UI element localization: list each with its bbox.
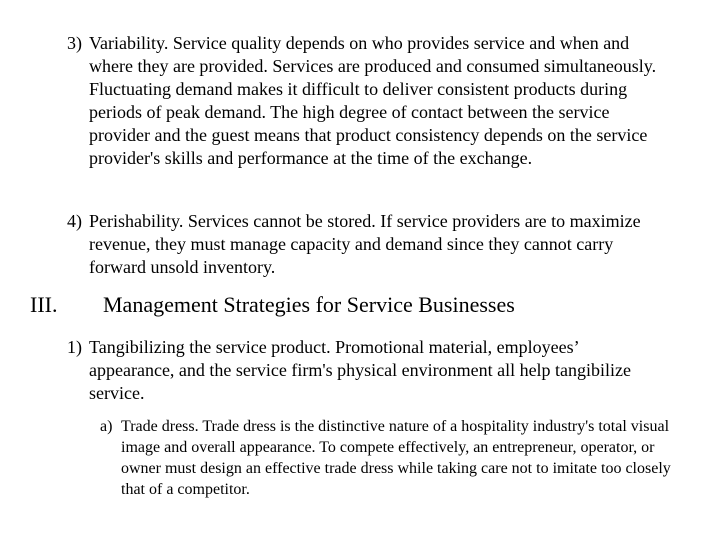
- list-number: 1): [67, 337, 82, 357]
- sublist-item-trade-dress: [100, 416, 680, 500]
- section-numeral: III.: [30, 292, 58, 317]
- list-number: 3): [67, 33, 82, 53]
- list-item-text: Perishability. Services cannot be stored. If service providers are to maximize revenue, they must manage capacity and demand since they cannot carry forward unsold inventory.: [89, 211, 641, 277]
- list-item-perishability: [67, 210, 667, 279]
- sublist-letter: a): [100, 418, 113, 435]
- list-number: 4): [67, 211, 82, 231]
- sublist-item-text: Trade dress. Trade dress is the distinctive nature of a hospitality industry's total visual image and overall appearance. To compete effectively, an entrepreneur, operator, or owner must design an effective trade dress while taking care not to imitate too closely that of a competitor.: [121, 418, 671, 498]
- list-item-variability: [67, 32, 667, 170]
- list-item-text: Tangibilizing the service product. Promotional material, employees’ appearance, and the service firm's physical environment all help tangibilize service.: [89, 337, 632, 403]
- list-item-tangibilizing: [67, 336, 667, 405]
- list-item-text: Variability. Service quality depends on who provides service and when and where they are provided. Services are produced and consumed simultaneously. Fluctuating demand makes it difficult to deliver consistent products during periods of peak demand. The high degree of contact between the service provider and the guest means that product consistency depends on the service provider's skills and performance at the time of the exchange.: [89, 33, 657, 168]
- section-heading: Management Strategies for Service Businesses: [103, 292, 515, 317]
